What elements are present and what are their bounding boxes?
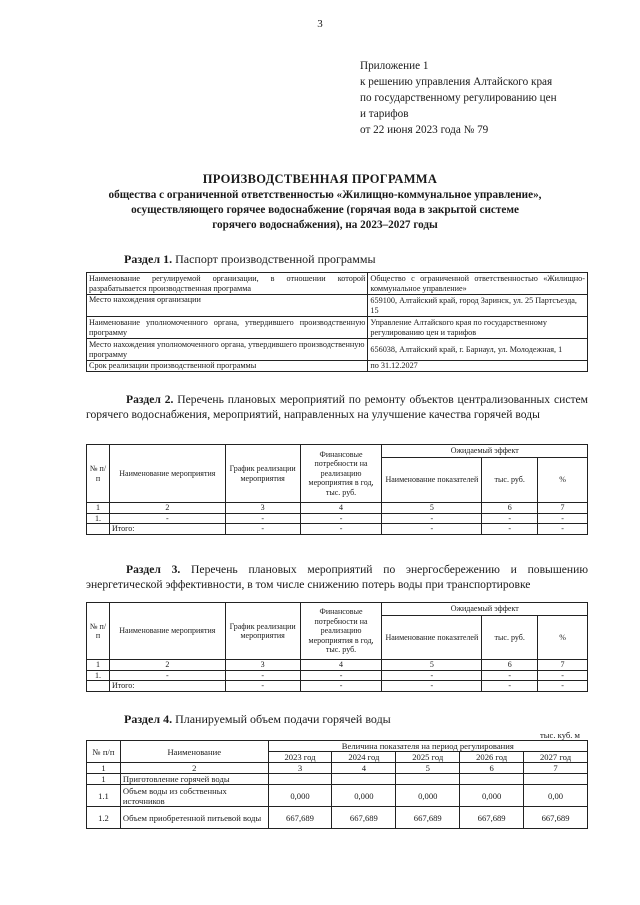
header-cell: 2025 год [396,752,460,763]
table-cell: - [109,670,225,681]
section-title: Перечень плановых мероприятий по ремонту объектов централизованных систем горячего водоснабжения, мероприятий, направленных на улучшение качества горячей воды [86,393,589,421]
table-cell [87,524,110,535]
table-cell: 1 [87,763,121,774]
table-cell: 1 [87,660,110,671]
table-row [87,785,588,807]
table-cell: Место нахождения уполномоченного органа, утвердившего производственную программу [87,339,368,361]
table-cell: Объем воды из собственных источников [120,785,268,807]
table-cell [460,774,524,785]
table-cell: Объем приобретенной питьевой воды [120,807,268,829]
table-cell: по 31.12.2027 [368,361,588,372]
header-cell: тыс. руб. [482,458,538,503]
subtitle-line: осуществляющего горячее водоснабжение (горячая вода в закрытой системе [131,204,519,216]
appendix-header [360,58,630,138]
section-title: Паспорт производственной программы [172,252,376,266]
table-cell: 5 [396,763,460,774]
table-row [87,774,588,785]
header-cell: Наименование мероприятия [109,445,225,503]
header-cell: Ожидаемый эффект [382,445,588,458]
table-row [87,273,588,295]
table-cell: - [482,681,538,692]
table-cell [268,774,332,785]
header-cell: График реализации мероприятия [225,603,300,660]
section1-heading [124,252,376,267]
table-cell: 6 [482,503,538,514]
header-cell: % [538,458,588,503]
header-cell: Финансовые потребности на реализацию мероприятия в год, тыс. руб. [300,603,382,660]
subtitle-line: горячего водоснабжения), на 2023–2027 годы [212,219,438,231]
table-cell: - [225,670,300,681]
table-cell: - [482,524,538,535]
table-cell: 667,689 [524,807,588,829]
section4-heading [124,712,391,727]
table-row [87,807,588,829]
header-cell: Величина показателя на период регулирования [268,741,587,752]
header-cell: Финансовые потребности на реализацию мероприятия в год, тыс. руб. [300,445,382,503]
header-cell: График реализации мероприятия [225,445,300,503]
table-row [87,670,588,681]
table-cell: - [300,681,382,692]
table-cell: 5 [382,503,482,514]
unit-label: тыс. куб. м [540,730,580,740]
section-label: Раздел 3. [126,563,181,576]
table-cell: 1. [87,513,110,524]
header-cell: № п/п [87,741,121,763]
table-cell: 1.2 [87,807,121,829]
table-cell: - [538,513,588,524]
table-header-row [87,445,588,458]
table-cell: - [300,513,382,524]
table-cell: - [382,513,482,524]
table-cell: 4 [300,660,382,671]
table-cell: 0,000 [268,785,332,807]
section-title: Планируемый объем подачи горячей воды [172,712,391,726]
table-cell: 1. [87,670,110,681]
table-cell: 667,689 [268,807,332,829]
header-cell: % [538,616,588,660]
section-title: Перечень плановых мероприятий по энергосбережению и повышению энергетической эффективности, в том числе снижению потерь воды при транспортировке [86,563,588,591]
header-cell: № п/п [87,445,110,503]
appendix-line: и тарифов [360,108,409,120]
header-cell: Ожидаемый эффект [382,603,588,616]
header-cell: 2027 год [524,752,588,763]
appendix-line: от 22 июня 2023 года № 79 [360,124,489,136]
table-cell: 659100, Алтайский край, город Заринск, ул. 25 Партсъезда, 15 [368,295,588,317]
table-cell: 2 [109,503,225,514]
table-row [87,317,588,339]
energy-saving-table [86,602,588,692]
table-row [87,763,588,774]
table-cell: 5 [382,660,482,671]
section2-heading [86,392,588,422]
table-cell: 7 [524,763,588,774]
table-cell: - [225,513,300,524]
table-cell: 656038, Алтайский край, г. Барнаул, ул. Молодежная, 1 [368,339,588,361]
table-row [87,295,588,317]
total-label: Итого: [109,681,225,692]
table-row [87,660,588,671]
table-row [87,503,588,514]
document-title: ПРОИЗВОДСТВЕННАЯ ПРОГРАММА [202,172,438,186]
appendix-line: к решению управления Алтайского края [360,76,553,88]
table-cell: 7 [538,660,588,671]
table-cell: 3 [268,763,332,774]
table-cell: - [538,681,588,692]
section-label: Раздел 1. [124,252,173,266]
page-number: 3 [317,18,323,30]
table-cell: 6 [482,660,538,671]
total-label: Итого: [109,524,225,535]
table-cell: 3 [225,503,300,514]
table-cell: 667,689 [396,807,460,829]
table-cell: 0,000 [396,785,460,807]
document-subtitle [75,188,575,233]
section3-heading [86,562,588,592]
table-cell: - [300,524,382,535]
table-row [87,361,588,372]
table-cell: Наименование регулируемой организации, в отношении которой разрабатывается производственная программа [87,273,368,295]
table-cell: - [482,670,538,681]
table-cell: 4 [300,503,382,514]
table-cell: - [109,513,225,524]
appendix-line: Приложение 1 [360,60,429,72]
repair-measures-table [86,444,588,535]
table-row [87,339,588,361]
table-cell: 6 [460,763,524,774]
table-cell [332,774,396,785]
table-cell [524,774,588,785]
table-cell: 1 [87,774,121,785]
header-cell: Наименование показателей [382,458,482,503]
header-cell: 2026 год [460,752,524,763]
table-cell: 1.1 [87,785,121,807]
table-cell: - [225,681,300,692]
header-cell: Наименование показателей [382,616,482,660]
header-cell: тыс. руб. [482,616,538,660]
table-cell: 667,689 [332,807,396,829]
table-cell: Наименование уполномоченного органа, утвердившего производственную программу [87,317,368,339]
header-cell: Наименование [120,741,268,763]
header-cell: 2023 год [268,752,332,763]
table-cell: - [382,670,482,681]
table-cell [396,774,460,785]
table-cell: 0,000 [332,785,396,807]
subtitle-line: общества с ограниченной ответственностью «Жилищно-коммунальное управление», [108,189,542,201]
table-row [87,681,588,692]
header-cell: № п/п [87,603,110,660]
table-cell: Срок реализации производственной программы [87,361,368,372]
table-cell: 7 [538,503,588,514]
table-row [87,524,588,535]
section-label: Раздел 2. [126,393,174,406]
table-cell: Управление Алтайского края по государственному регулированию цен и тарифов [368,317,588,339]
table-cell: - [482,513,538,524]
table-cell: Место нахождения организации [87,295,368,317]
table-cell: 2 [120,763,268,774]
table-cell: - [225,524,300,535]
table-cell: - [382,681,482,692]
table-cell: 4 [332,763,396,774]
appendix-line: по государственному регулированию цен [360,92,557,104]
table-cell: - [382,524,482,535]
table-header-row [87,741,588,752]
hot-water-volume-table [86,740,588,829]
table-row [87,513,588,524]
table-cell: - [538,524,588,535]
table-cell: 1 [87,503,110,514]
header-cell: Наименование мероприятия [109,603,225,660]
table-cell: 2 [109,660,225,671]
passport-table [86,272,588,372]
section-label: Раздел 4. [124,712,173,726]
table-cell: - [538,670,588,681]
table-cell: 667,689 [460,807,524,829]
table-cell: 3 [225,660,300,671]
table-cell: Общество с ограниченной ответственностью «Жилищно-коммунальное управление» [368,273,588,295]
header-cell: 2024 год [332,752,396,763]
table-cell: Приготовление горячей воды [120,774,268,785]
table-cell [87,681,110,692]
table-cell: - [300,670,382,681]
table-cell: 0,000 [460,785,524,807]
table-cell: 0,00 [524,785,588,807]
table-header-row [87,603,588,616]
